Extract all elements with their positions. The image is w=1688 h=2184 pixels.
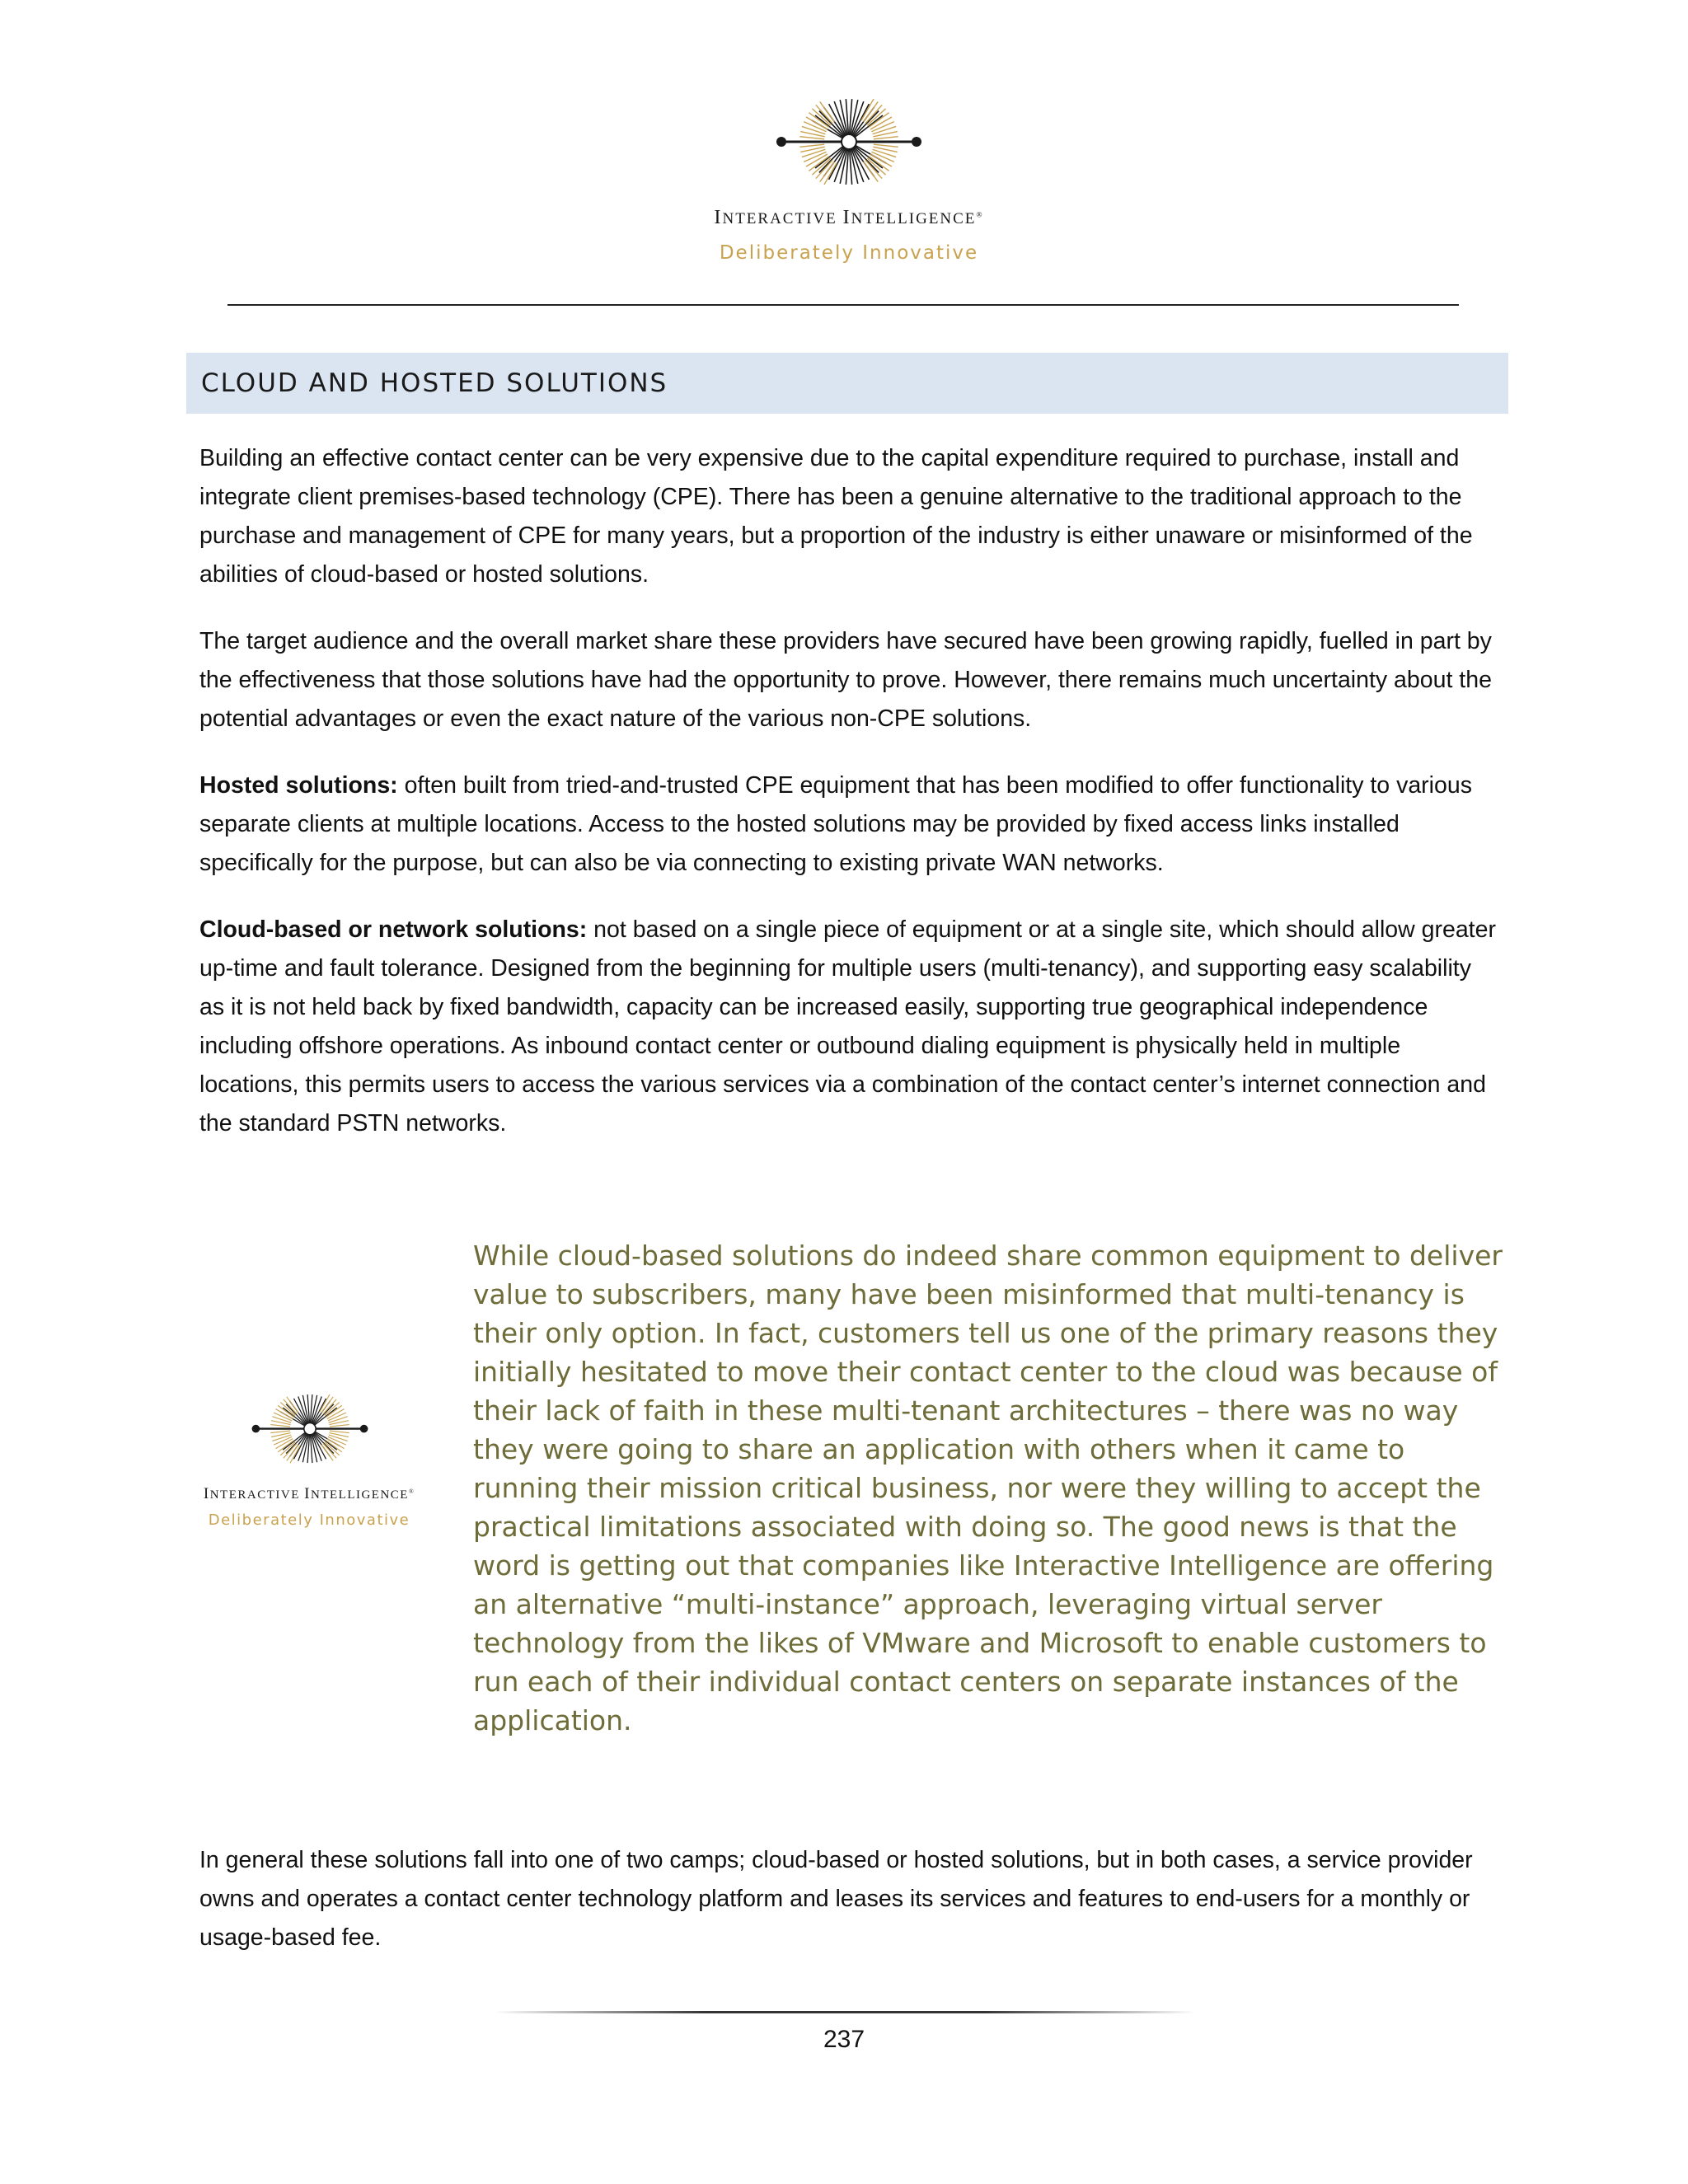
section-heading-bar [186, 353, 1508, 414]
paragraph-hosted [199, 766, 1502, 883]
brand-name: INTERACTIVE INTELLIGENCE® [714, 206, 984, 228]
callout-quote: While cloud-based solutions do indeed share common equipment to deliver value to subscribers, many have been misinformed that multi-tenancy is their only option. In fact, customers tell us one of the primary reasons they initially hesitated to move their contact center to the cloud was because of their lack of faith in these multi-tenant architectures – there was no way they were going to share an application with others when it came to running their mission critical business, nor were they willing to accept the practical limitations associated with doing so. The good news is that the word is getting out that companies like Interactive Intelligence are offering an alternative “multi-instance” approach, leveraging virtual server technology from the likes of VMware and Microsoft to enable customers to run each of their individual contact centers on separate instances of the application. [473, 1240, 1503, 1736]
brand-emblem-icon [775, 91, 923, 194]
cloud-text: not based on a single piece of equipment or at a single site, which should allow greater up-time and fault tolerance. Designed from the beginning for multiple users (multi-tenancy), and supporting easy scalability as it is not held back by fixed bandwidth, capacity can be increased easily, supporting true geographical independence including offshore operations. As inbound contact center or outbound dialing equipment is physically held in multiple locations, this permits users to access the various services via a combination of the contact center’s internet connection and the standard PSTN networks. [199, 916, 1496, 1137]
hosted-label: Hosted solutions: [199, 772, 398, 799]
brand-emblem-icon [251, 1388, 369, 1470]
paragraph-intro: Building an effective contact center can be very expensive due to the capital expenditure required to purchase, install and integrate client premises-based technology (CPE). There has been a genuine alternative to the traditional approach to the purchase and management of CPE for many years, but a proportion of the industry is either unaware or misinformed of the abilities of cloud-based or hosted solutions. [199, 445, 1473, 588]
hosted-text: often built from tried-and-trusted CPE equipment that has been modified to offer functionality to various separate clients at multiple locations. Access to the hosted solutions may be provided by fixed access links installed specifically for the purpose, but can also be via connecting to existing private WAN networks. [199, 772, 1472, 876]
cloud-label: Cloud-based or network solutions: [199, 916, 588, 943]
brand-name: INTERACTIVE INTELLIGENCE® [203, 1485, 415, 1502]
header-logo [676, 91, 1022, 276]
paragraph-cloud [199, 911, 1502, 1143]
callout-logo [178, 1388, 440, 1536]
page-number: 237 [823, 2026, 865, 2053]
paragraph-market: The target audience and the overall market share these providers have secured have been growing rapidly, fuelled in part by the effectiveness that those solutions have had the opportunity to prove. However, there remains much uncertainty about the potential advantages or even the exact nature of the various non-CPE solutions. [199, 628, 1492, 732]
brand-tagline: Deliberately Innovative [719, 242, 979, 264]
paragraph-summary: In general these solutions fall into one of two camps; cloud-based or hosted solutions, but in both cases, a service provider owns and operates a contact center technology platform and leases its services and features to end-users for a monthly or usage-based fee. [199, 1847, 1473, 1951]
footer-divider [495, 2011, 1195, 2013]
brand-tagline: Deliberately Innovative [208, 1511, 410, 1529]
header-divider [227, 304, 1459, 306]
section-title: CLOUD AND HOSTED SOLUTIONS [201, 368, 668, 398]
